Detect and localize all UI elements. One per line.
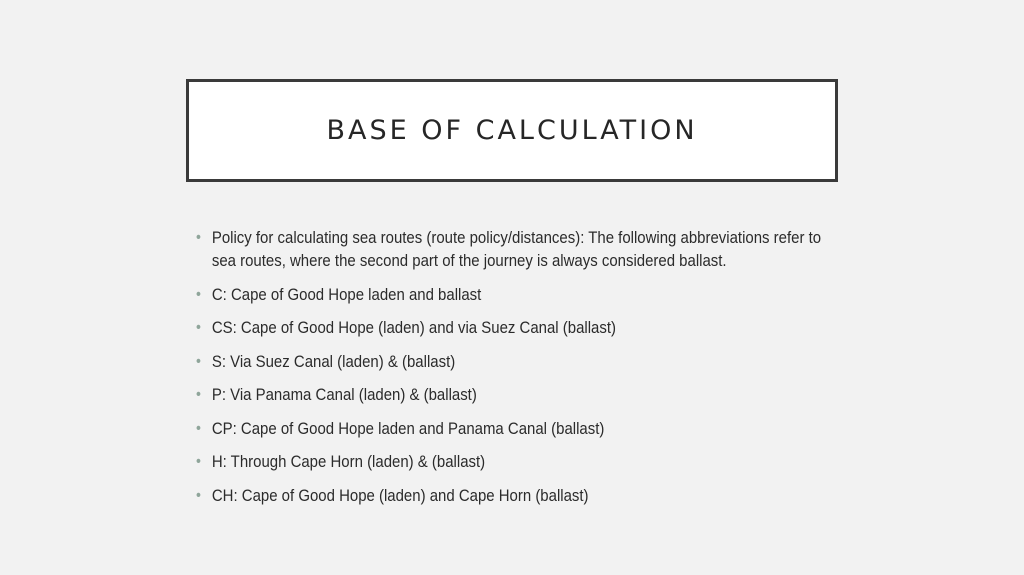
bullet-item: [196, 226, 828, 272]
bullet-item: [196, 450, 828, 473]
slide-title: BASE OF CALCULATION: [326, 115, 698, 146]
title-box: [186, 79, 838, 182]
bullet-icon: •: [196, 419, 201, 437]
bullet-item: [196, 417, 828, 440]
bullet-item: [196, 383, 828, 406]
bullet-text: Policy for calculating sea routes (route policy/distances): The following abbreviations refer to sea routes, where the second part of the journey is always considered ballast.: [211, 228, 822, 270]
bullet-list: [196, 226, 836, 517]
bullet-icon: •: [196, 319, 201, 336]
bullet-text: C: Cape of Good Hope laden and ballast: [211, 284, 482, 304]
bullet-icon: •: [196, 453, 201, 470]
bullet-icon: •: [196, 352, 201, 370]
bullet-icon: •: [196, 386, 201, 403]
bullet-item: [196, 484, 828, 507]
bullet-item: [196, 350, 828, 373]
bullet-text: S: Via Suez Canal (laden) & (ballast): [211, 351, 456, 371]
bullet-item: [196, 316, 828, 339]
bullet-text: P: Via Panama Canal (laden) & (ballast): [211, 385, 477, 404]
bullet-text: CP: Cape of Good Hope laden and Panama Canal (ballast): [211, 418, 605, 438]
bullet-icon: •: [196, 486, 201, 504]
bullet-text: CH: Cape of Good Hope (laden) and Cape Horn (ballast): [211, 485, 589, 505]
bullet-icon: •: [196, 229, 201, 246]
bullet-icon: •: [196, 285, 201, 303]
bullet-text: H: Through Cape Horn (laden) & (ballast): [211, 452, 486, 471]
bullet-item: [196, 283, 828, 306]
bullet-text: CS: Cape of Good Hope (laden) and via Suez Canal (ballast): [211, 318, 616, 337]
